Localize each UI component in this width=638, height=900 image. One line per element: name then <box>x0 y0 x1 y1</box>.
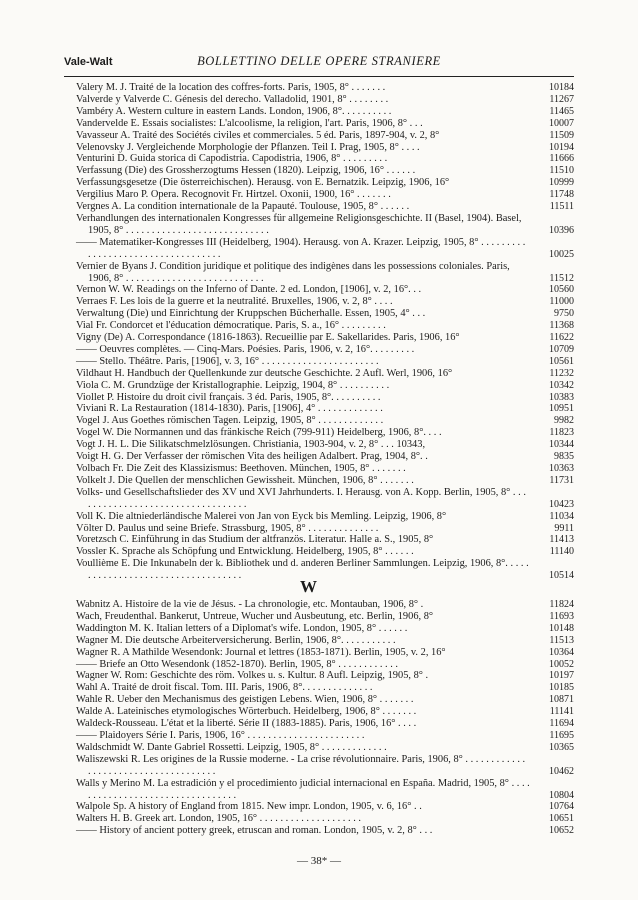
catalog-entry <box>76 801 574 813</box>
entry-number: 11511 <box>549 201 574 213</box>
entry-text: Vogt J. H. L. Die Silikatschmelzlösungen. Christiania, 1903-904, v. 2, 8° . . . 10343, <box>76 439 426 451</box>
catalog-entry <box>76 177 574 189</box>
entries-w-list <box>76 599 574 837</box>
entry-text: Vavasseur A. Traité des Sociétés civiles et commerciales. 5 éd. Paris, 1897-904, v. 2, 8° <box>76 129 440 141</box>
catalog-entry <box>76 165 574 177</box>
catalog-entry <box>76 511 574 523</box>
entry-text: Waddington M. K. Italian letters of a Diplomat's wife. London, 1905, 8° . . . . . . <box>76 622 408 634</box>
entry-text: Viola C. M. Grundzüge der Kristallographie. Leipzig, 1904, 8° . . . . . . . . . . <box>76 379 390 391</box>
entry-text: Vogel W. Die Normannen und das fränkische Reich (799-911) Heidelberg, 1906, 8°. . . . <box>76 427 442 439</box>
entry-number: 10007 <box>549 117 574 129</box>
entry-number: 10342 <box>549 379 574 391</box>
catalog-entry <box>76 682 574 694</box>
entry-number: 10764 <box>549 801 574 813</box>
entries-v-list <box>76 82 574 582</box>
entry-number: 10344 <box>549 439 574 451</box>
entry-text: Wahl A. Traité de droit fiscal. Tom. III. Paris, 1906, 8°. . . . . . . . . . . . . . <box>76 682 373 694</box>
entry-text: Wabnitz A. Histoire de la vie de Jésus. - La chronologie, etc. Montauban, 1906, 8° . <box>76 599 424 610</box>
entry-number: 10185 <box>549 682 574 694</box>
catalog-entry <box>76 659 574 671</box>
entry-text: Wahle R. Ueber den Mechanismus des geistigen Lebens. Wien, 1906, 8° . . . . . . . <box>76 694 414 706</box>
entry-number: 10365 <box>549 741 574 753</box>
catalog-entry <box>76 546 574 558</box>
entry-number: 10052 <box>549 658 574 670</box>
section-letter: W <box>300 577 315 596</box>
entry-text: Walters H. B. Greek art. London, 1905, 16° . . . . . . . . . . . . . . . . . . . . <box>76 813 361 825</box>
entry-number: 11034 <box>549 510 574 522</box>
entry-number: 11465 <box>549 105 574 117</box>
catalog-entry <box>76 754 574 778</box>
catalog-entry <box>76 261 574 285</box>
entry-number: 11695 <box>549 729 574 741</box>
entry-text: Walpole Sp. A history of England from 1815. New impr. London, 1905, v. 6, 16° . . <box>76 801 422 813</box>
entry-number: 11509 <box>549 129 574 141</box>
catalog-entry <box>76 694 574 706</box>
catalog-entry <box>76 82 574 94</box>
entry-number: 10194 <box>549 141 574 153</box>
catalog-entry <box>76 142 574 154</box>
entry-text: —— Oeuvres complètes. — Cinq-Mars. Poésies. Paris, 1906, v. 2, 16°. . . . . . . . . <box>76 344 414 355</box>
entry-number: 10651 <box>549 813 574 825</box>
catalog-entry <box>76 392 574 404</box>
entry-number: 9911 <box>554 522 574 534</box>
entry-text: Wach, Freudenthal. Bankerut, Untreue, Wucher und Ausbeutung, etc. Berlin, 1906, 8° <box>76 610 434 622</box>
entry-number: 10462 <box>549 765 574 777</box>
entry-number: 11000 <box>549 296 574 308</box>
catalog-entry <box>76 332 574 344</box>
catalog-entry <box>76 558 574 582</box>
catalog-entry <box>76 356 574 368</box>
catalog-entry <box>76 213 574 237</box>
entry-number: 10652 <box>549 825 574 837</box>
catalog-entry <box>76 380 574 392</box>
entry-number: 9982 <box>554 415 574 427</box>
entry-number: 10514 <box>549 570 574 582</box>
entry-text: Verfassungsgesetze (Die österreichischen). Herausg. von E. Bernatzik. Leipzig, 1906, 16° <box>76 177 450 189</box>
catalog-entry <box>76 427 574 439</box>
entry-text: Wagner M. Die deutsche Arbeiterversicherung. Berlin, 1906, 8°. . . . . . . . . . . <box>76 634 396 646</box>
entry-number: 11824 <box>549 599 574 610</box>
catalog-entry <box>76 189 574 201</box>
catalog-entry <box>76 415 574 427</box>
catalog-entry <box>76 635 574 647</box>
entry-text: Vildhaut H. Handbuch der Quellenkunde zur deutsche Geschichte. 2 Aufl. Werl, 1906, 16° <box>76 367 453 379</box>
entry-number: 10871 <box>549 694 574 706</box>
entry-text: —— History of ancient pottery greek, etruscan and roman. London, 1905, v. 2, 8° . . . <box>76 825 432 836</box>
catalog-entry <box>76 599 574 611</box>
entry-text: Volbach Fr. Die Zeit des Klassizismus: Beethoven. München, 1905, 8° . . . . . . . <box>76 463 406 474</box>
catalog-entry <box>76 742 574 754</box>
entry-number: 10184 <box>549 82 574 93</box>
entry-text: Viollet P. Histoire du droit civil français. 3 éd. Paris, 1905, 8°. . . . . . . . . . <box>76 391 381 403</box>
entry-text: —— Plaidoyers Série I. Paris, 1906, 16° . . . . . . . . . . . . . . . . . . . . . . . <box>76 730 364 741</box>
entry-number: 11510 <box>549 165 574 177</box>
entry-text: Volkelt J. Die Quellen der menschlichen Gewissheit. München, 1906, 8° . . . . . . . <box>76 474 414 486</box>
entry-text: Vergnes A. La condition internationale de la Papauté. Toulouse, 1905, 8° . . . . . . <box>76 201 410 213</box>
entry-text: —— Matematiker-Kongresses III (Heidelberg, 1904). Herausg. von A. Krazer. Leipzig, 1905, 8° . . . . . . . . . . . . . . . . . . . . . . . . . . . . . . . . . . . <box>76 237 525 260</box>
catalog-entry <box>76 463 574 475</box>
catalog-entry <box>76 706 574 718</box>
running-header <box>64 52 574 74</box>
catalog-entry <box>76 718 574 730</box>
entry-number: 10804 <box>549 789 574 801</box>
header-range: Vale-Walt <box>64 56 113 68</box>
entry-number: 10396 <box>549 224 574 236</box>
catalog-entry <box>76 778 574 802</box>
catalog-entry <box>76 237 574 261</box>
entry-number: 10197 <box>549 670 574 682</box>
entry-number: 10951 <box>549 403 574 415</box>
entry-text: Walls y Merino M. La estradición y el procedimiento judicial internacional en España. Madrid, 1905, 8° . . . . . . . . . . . . . . . . . . . . . . . . . . . . . . . . . <box>76 777 530 801</box>
catalog-entry <box>76 523 574 535</box>
entry-text: Waliszewski R. Les origines de la Russie moderne. - La crise révolutionnaire. Paris, 1906, 8° . . . . . . . . . . . . . . . . . . . . . . . . . . . . . . . . . . . . . <box>76 753 526 777</box>
catalog-entry <box>76 201 574 213</box>
entry-number: 10383 <box>549 391 574 403</box>
catalog-entry <box>76 403 574 415</box>
catalog-entry <box>76 534 574 546</box>
catalog-entry <box>76 670 574 682</box>
entry-number: 10148 <box>549 622 574 634</box>
entry-text: Valverde y Valverde C. Génesis del derecho. Valladolid, 1901, 8° . . . . . . . . <box>76 93 389 105</box>
catalog-entry <box>76 813 574 825</box>
catalog-entry <box>76 611 574 623</box>
entry-text: Völter D. Paulus und seine Briefe. Strassburg, 1905, 8° . . . . . . . . . . . . . . <box>76 522 379 534</box>
catalog-entry <box>76 623 574 635</box>
entry-number: 11512 <box>549 272 574 284</box>
catalog-entry <box>76 308 574 320</box>
catalog-entry <box>76 118 574 130</box>
entry-text: Volks- und Gesellschaftslieder des XV und XVI Jahrhunderts. I. Herausg. von A. Kopp. Berlin, 1905, 8° . . . . . . . . . . . . . . . . . . . . . . . . . . . . . . . . . . <box>76 486 526 510</box>
entry-text: Vandervelde E. Essais socialistes: L'alcoolisme, la religion, l'art. Paris, 1906, 8° . . . <box>76 117 423 129</box>
entry-number: 11140 <box>549 546 574 558</box>
entry-number: 11693 <box>549 610 574 622</box>
header-divider <box>64 76 574 77</box>
entry-text: Wagner R. A Mathilde Wesendonk: Journal et lettres (1853-1871). Berlin, 1905, v. 2, 16° <box>76 646 446 658</box>
entry-number: 10709 <box>549 343 574 355</box>
entry-number: 11823 <box>549 427 574 439</box>
entry-number: 11731 <box>549 474 574 486</box>
entry-text: Verwaltung (Die) und Einrichtung der Kruppschen Bücherhalle. Essen, 1905, 4° . . . <box>76 308 426 320</box>
entry-number: 11368 <box>549 320 574 332</box>
entry-text: Vergilius Maro P. Opera. Recognovit Fr. Hirtzel. Oxonii, 1900, 16° . . . . . . . <box>76 189 391 201</box>
entry-number: 11232 <box>549 367 574 379</box>
catalog-entry <box>76 344 574 356</box>
entry-text: Voretzsch C. Einführung in das Studium der altfranzös. Literatur. Halle a. S., 1905, 8° <box>76 534 434 546</box>
catalog-entry <box>76 475 574 487</box>
entry-number: 11622 <box>549 332 574 344</box>
page-number: — 38* — <box>297 855 341 867</box>
entry-number: 10025 <box>549 248 574 260</box>
entry-text: Velenovsky J. Vergleichende Morphologie der Pflanzen. Teil I. Prag, 1905, 8° . . . . <box>76 141 420 153</box>
catalog-entry <box>76 296 574 308</box>
entry-number: 11413 <box>549 534 574 546</box>
entry-number: 9835 <box>554 451 574 463</box>
entry-number: 10423 <box>549 498 574 510</box>
entry-text: Verhandlungen des internationalen Kongresses für allgemeine Religionsgeschichte. II (Basel, 1904). Basel, 1905, 8° . . . . . . . . . . . . . . . . . . . . . . . . . . . . <box>76 212 522 236</box>
entry-number: 9750 <box>554 308 574 320</box>
entry-number: 11748 <box>549 189 574 201</box>
entry-number: 11694 <box>549 718 574 730</box>
catalog-entry <box>76 320 574 332</box>
entry-text: Wagner W. Rom: Geschichte des röm. Volkes u. s. Kultur. 8 Aufl. Leipzig, 1905, 8° . <box>76 670 429 682</box>
header-title: BOLLETTINO DELLE OPERE STRANIERE <box>197 54 441 68</box>
catalog-entry <box>76 451 574 463</box>
entry-text: Voll K. Die altniederländische Malerei von Jan von Eyck bis Memling. Leipzig, 1906, 8° <box>76 510 447 522</box>
entry-number: 11513 <box>549 634 574 646</box>
entry-text: Waldschmidt W. Dante Gabriel Rossetti. Leipzig, 1905, 8° . . . . . . . . . . . . . <box>76 741 387 753</box>
entry-text: Voullième E. Die Inkunabeln der k. Bibliothek und d. anderen Berliner Sammlungen. Leipzig, 1906, 8°. . . . . . . . . . . . . . . . . . . . . . . . . . . . . . . . . . . <box>76 558 529 582</box>
entry-text: Vogel J. Aus Goethes römischen Tagen. Leipzig, 1905, 8° . . . . . . . . . . . . . <box>76 415 384 427</box>
entry-text: Walde A. Lateinisches etymologisches Wörterbuch. Heidelberg, 1906, 8° . . . . . . . <box>76 706 417 718</box>
entry-text: Voigt H. G. Der Verfasser der römischen Vita des heiligen Adalbert. Prag, 1904, 8°. . <box>76 451 428 463</box>
entry-number: 10560 <box>549 284 574 296</box>
entry-text: Valery M. J. Traité de la location des coffres-forts. Paris, 1905, 8° . . . . . . . <box>76 82 386 93</box>
catalog-entry <box>76 825 574 837</box>
entry-number: 11141 <box>549 706 574 718</box>
catalog-entry <box>76 94 574 106</box>
entry-number: 10363 <box>549 463 574 474</box>
entry-text: Vernier de Byans J. Condition juridique et politique des indigènes dans les possessions coloniales. Paris, 1906, 8° . . . . . . . . . . . . . . . . . . . . . . . . . . . <box>76 260 510 284</box>
entry-number: 10561 <box>549 355 574 367</box>
entry-text: —— Briefe an Otto Wesendonk (1852-1870). Berlin, 1905, 8° . . . . . . . . . . . . <box>76 659 398 670</box>
entry-text: Verraes F. Les lois de la guerre et la neutralité. Bruxelles, 1906, v. 2, 8° . . . . <box>76 296 393 308</box>
entry-text: Vigny (De) A. Correspondance (1816-1863). Recueillie par E. Sakellarides. Paris, 1906, 16° <box>76 332 460 344</box>
catalog-entry <box>76 153 574 165</box>
entry-number: 10999 <box>549 177 574 189</box>
entry-number: 11267 <box>549 93 574 105</box>
catalog-entry <box>76 106 574 118</box>
catalog-entry <box>76 487 574 511</box>
catalog-entry <box>76 647 574 659</box>
entry-text: Vambéry A. Western culture in eastern Lands. London, 1906, 8°. . . . . . . . . . <box>76 105 392 117</box>
catalog-entry <box>76 130 574 142</box>
entry-number: 10364 <box>549 646 574 658</box>
entry-text: Vossler K. Sprache als Schöpfung und Entwicklung. Heidelberg, 1905, 8° . . . . . . <box>76 546 414 558</box>
catalog-entry <box>76 368 574 380</box>
entry-text: Venturini D. Guida storica di Capodistria. Capodistria, 1906, 8° . . . . . . . . . <box>76 153 388 165</box>
entry-text: Verfassung (Die) des Grossherzogtums Hessen (1820). Leipzig, 1906, 16° . . . . . . <box>76 165 416 177</box>
catalog-entry <box>76 439 574 451</box>
entry-number: 11666 <box>549 153 574 165</box>
catalog-entry <box>76 284 574 296</box>
entry-text: Vial Fr. Condorcet et l'éducation démocratique. Paris, S. a., 16° . . . . . . . . . <box>76 320 386 332</box>
entry-text: —— Stello. Théâtre. Paris, [1906], v. 3, 16° . . . . . . . . . . . . . . . . . . . . . . . <box>76 356 379 367</box>
entry-text: Vernon W. W. Readings on the Inferno of Dante. 2 ed. London, [1906], v. 2, 16°. . . <box>76 284 422 296</box>
entry-text: Viviani R. La Restauration (1814-1830). Paris, [1906], 4° . . . . . . . . . . . . . <box>76 403 383 415</box>
entry-text: Waldeck-Rousseau. L'état et la liberté. Série II (1883-1885). Paris, 1906, 16° . . . . <box>76 718 417 730</box>
catalog-entry <box>76 730 574 742</box>
